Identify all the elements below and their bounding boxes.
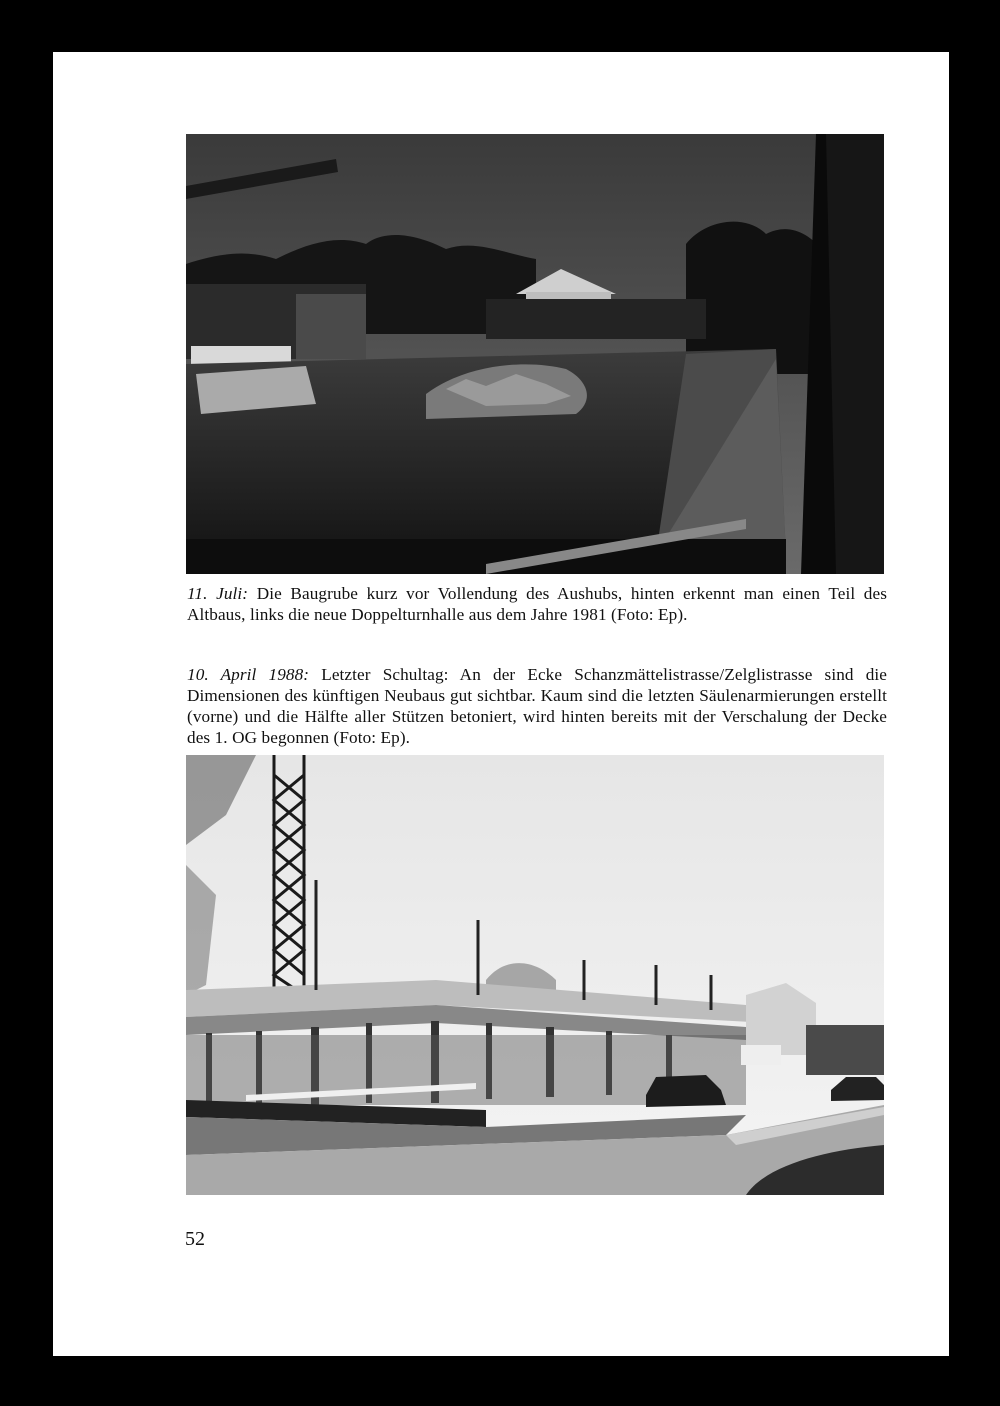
caption-excavation-date: 11. Juli: xyxy=(187,584,249,603)
caption-excavation-text: Die Baugrube kurz vor Vollendung des Aushubs, hinten erkennt man einen Teil des Altbaus, links die neue Doppelturnhalle aus dem Jahre 1981 (Foto: Ep). xyxy=(187,584,888,624)
caption-construction-date: 10. April 1988: xyxy=(187,665,310,684)
photo-excavation-pit xyxy=(186,134,884,574)
caption-construction xyxy=(187,664,887,748)
document-page xyxy=(53,52,949,1356)
photo-construction-site xyxy=(186,755,884,1195)
photo-construction-site-image xyxy=(186,755,884,1195)
page-number: 52 xyxy=(185,1228,205,1250)
photo-excavation-pit-image xyxy=(186,134,884,574)
caption-construction-text: Letzter Schultag: An der Ecke Schanzmättelistrasse/Zelglistrasse sind die Dimensionen des künftigen Neubaus gut sichtbar. Kaum sind die letzten Säulenarmierungen erstellt (vorne) und die Hälfte aller Stützen betoniert, wird hinten bereits mit der Verschalung der Decke des 1. OG begonnen (Foto: Ep). xyxy=(187,665,887,747)
caption-excavation xyxy=(187,583,887,625)
